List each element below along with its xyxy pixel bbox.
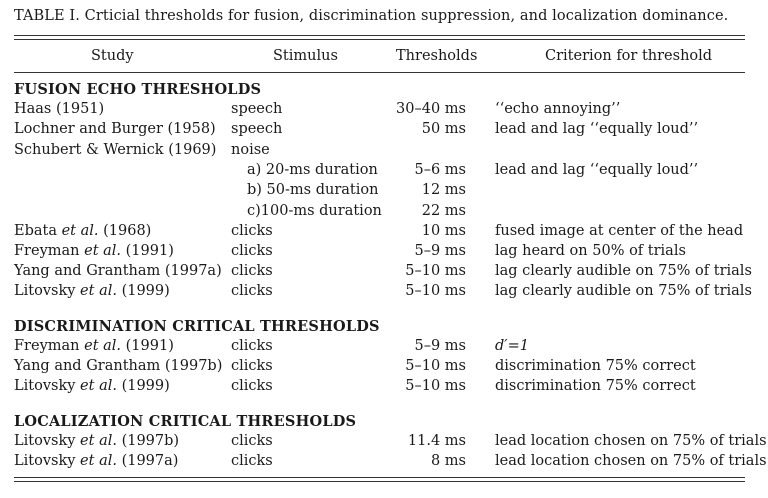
- study-author: Ebata: [14, 223, 57, 239]
- threshold-cell: 11.4 ms: [407, 433, 466, 449]
- stimulus-cell: clicks: [231, 223, 273, 239]
- study-author: Freyman: [14, 243, 80, 259]
- study-year: (1958): [167, 121, 216, 137]
- study-year: (1951): [56, 101, 105, 117]
- top-rule-1: [14, 35, 745, 36]
- stimulus-cell: clicks: [231, 338, 273, 354]
- study-year: (1968): [103, 223, 152, 239]
- criterion-cell: lead and lag ‘‘equally loud’’: [495, 121, 699, 137]
- study-year: (1997a): [164, 263, 222, 279]
- table-row: [0, 142, 768, 162]
- header-study: Study: [91, 48, 134, 64]
- study-author: Yang and Grantham: [14, 358, 161, 374]
- criterion-cell: lag heard on 50% of trials: [495, 243, 686, 259]
- header-stimulus: Stimulus: [273, 48, 338, 64]
- threshold-cell: 5–10 ms: [405, 378, 466, 394]
- criterion-cell: discrimination 75% correct: [495, 358, 696, 374]
- study-cell: [14, 338, 174, 354]
- stimulus-cell: clicks: [231, 453, 273, 469]
- stimulus-cell: b) 50-ms duration: [247, 182, 379, 198]
- study-etal: et al.: [84, 243, 122, 259]
- study-author: Schubert & Wernick: [14, 142, 164, 158]
- threshold-cell: 22 ms: [421, 203, 466, 219]
- study-etal: et al.: [80, 433, 117, 449]
- study-author: Litovsky: [14, 283, 76, 299]
- threshold-cell: 5–6 ms: [414, 162, 466, 178]
- header-criterion: Criterion for threshold: [545, 48, 713, 64]
- criterion-cell: ‘‘echo annoying’’: [495, 101, 621, 117]
- threshold-cell: 10 ms: [421, 223, 466, 239]
- study-etal: et al.: [84, 338, 122, 354]
- threshold-cell: 5–10 ms: [405, 358, 466, 374]
- criterion-cell: fused image at center of the head: [495, 223, 744, 239]
- criterion-cell: lead location chosen on 75% of trials: [495, 453, 767, 469]
- stimulus-cell: noise: [231, 142, 270, 158]
- criterion-cell: discrimination 75% correct: [495, 378, 696, 394]
- threshold-cell: 12 ms: [421, 182, 466, 198]
- criterion-cell: d′=1: [495, 338, 529, 354]
- study-year: (1999): [121, 283, 170, 299]
- stimulus-cell: c)100-ms duration: [247, 203, 382, 219]
- bottom-rule-2: [14, 481, 745, 482]
- section-title: FUSION ECHO THRESHOLDS: [14, 81, 262, 98]
- table-row: [0, 453, 768, 473]
- table-row: [0, 162, 768, 182]
- study-cell: [14, 283, 170, 299]
- table-row: [0, 182, 768, 202]
- table-row: [0, 203, 768, 223]
- study-cell: [14, 263, 222, 279]
- study-cell: [14, 378, 170, 394]
- table-row: [0, 263, 768, 283]
- criterion-cell: lag clearly audible on 75% of trials: [495, 283, 752, 299]
- study-etal: et al.: [61, 223, 99, 239]
- stimulus-cell: clicks: [231, 283, 273, 299]
- table-row: [0, 243, 768, 263]
- study-year: (1991): [125, 243, 174, 259]
- study-cell: [14, 453, 178, 469]
- stimulus-cell: a) 20-ms duration: [247, 162, 378, 178]
- criterion-cell: lag clearly audible on 75% of trials: [495, 263, 752, 279]
- study-author: Freyman: [14, 338, 80, 354]
- stimulus-cell: speech: [231, 121, 283, 137]
- criterion-cell: lead location chosen on 75% of trials: [495, 433, 767, 449]
- table-row: [0, 101, 768, 121]
- threshold-cell: 50 ms: [421, 121, 466, 137]
- header-thresholds: Thresholds: [396, 48, 478, 64]
- stimulus-cell: speech: [231, 101, 283, 117]
- study-year: (1999): [121, 378, 170, 394]
- threshold-cell: 5–9 ms: [414, 243, 466, 259]
- threshold-cell: 5–9 ms: [414, 338, 466, 354]
- study-etal: et al.: [80, 378, 117, 394]
- section-title: DISCRIMINATION CRITICAL THRESHOLDS: [14, 318, 380, 335]
- stimulus-cell: clicks: [231, 263, 273, 279]
- table-row: [0, 358, 768, 378]
- threshold-cell: 8 ms: [430, 453, 466, 469]
- threshold-cell: 5–10 ms: [405, 283, 466, 299]
- study-year: (1997a): [121, 453, 179, 469]
- criterion-cell: lead and lag ‘‘equally loud’’: [495, 162, 699, 178]
- study-cell: [14, 433, 179, 449]
- study-author: Litovsky: [14, 378, 76, 394]
- table-row: [0, 121, 768, 141]
- table-row: [0, 283, 768, 303]
- stimulus-cell: clicks: [231, 378, 273, 394]
- study-author: Yang and Grantham: [14, 263, 161, 279]
- stimulus-cell: clicks: [231, 358, 273, 374]
- table-row: [0, 338, 768, 358]
- study-cell: [14, 101, 104, 117]
- study-author: Litovsky: [14, 453, 76, 469]
- study-cell: [14, 243, 174, 259]
- study-cell: [14, 223, 151, 239]
- bottom-rule-1: [14, 477, 745, 478]
- study-author: Lochner and Burger: [14, 121, 163, 137]
- table-row: [0, 433, 768, 453]
- study-etal: et al.: [80, 453, 117, 469]
- study-year: (1991): [125, 338, 174, 354]
- study-etal: et al.: [80, 283, 117, 299]
- study-cell: [14, 121, 216, 137]
- study-author: Litovsky: [14, 433, 76, 449]
- top-rule-2: [14, 39, 745, 40]
- stimulus-cell: clicks: [231, 243, 273, 259]
- study-year: (1997b): [121, 433, 180, 449]
- section-title: LOCALIZATION CRITICAL THRESHOLDS: [14, 413, 357, 430]
- study-cell: [14, 358, 222, 374]
- stimulus-cell: clicks: [231, 433, 273, 449]
- study-year: (1997b): [164, 358, 223, 374]
- table-row: [0, 378, 768, 398]
- study-cell: [14, 142, 216, 158]
- study-year: (1969): [168, 142, 217, 158]
- study-author: Haas: [14, 101, 52, 117]
- table-caption: TABLE I. Crticial thresholds for fusion, discrimination suppression, and localization dominance.: [14, 8, 729, 24]
- table-row: [0, 223, 768, 243]
- header-rule: [14, 72, 745, 73]
- threshold-cell: 5–10 ms: [405, 263, 466, 279]
- threshold-cell: 30–40 ms: [396, 101, 466, 117]
